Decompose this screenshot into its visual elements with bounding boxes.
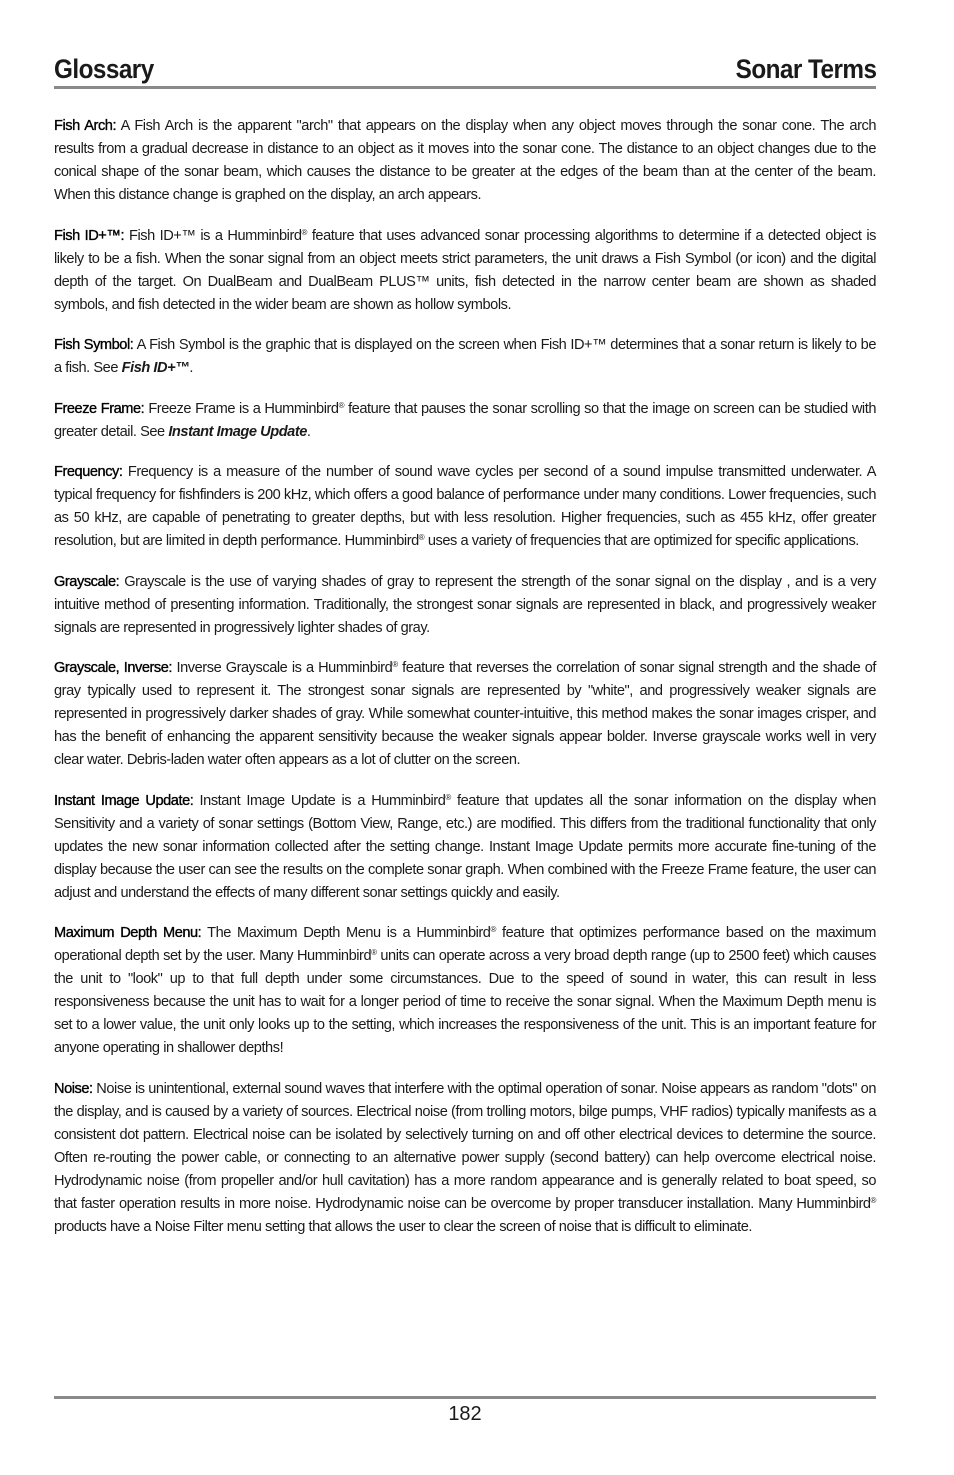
glossary-definition: Noise is unintentional, external sound waves that interfere with the optimal operation of sonar. Noise appears as random "dots" on the display, and is caused by a variety of sources. Electrical noise (from trolling motors, bilge pumps, VHF radios) typically manifests as a consistent dot pattern. Electrical noise can be isolated by selectively turning on and off other electrical devices to determine the source. Often re-routing the power cable, or connecting to an alternative power supply (second battery) can help overcome electrical noise. Hydrodynamic noise (from propeller and/or hull cavitation) has a more random appearance and is generally related to boat speed, so that faster operation results in more noise. Hydrodynamic noise can be overcome by proper transducer installation. Many Humminbird	[54, 1080, 876, 1212]
glossary-definition: Fish ID+™ is a Humminbird	[124, 227, 302, 244]
sentence-end: .	[189, 360, 193, 376]
glossary-definition: A Fish Symbol is the graphic that is displayed on the screen when Fish ID+™ determines that a sonar return is likely to be a fish. See	[54, 337, 876, 376]
glossary-term: Fish Symbol:	[54, 337, 134, 353]
registered-mark: ®	[445, 792, 451, 802]
registered-mark: ®	[490, 925, 496, 934]
glossary-definition: Frequency is a measure of the number of sound wave cycles per second of a sound impulse transmitted underwater. A typical frequency for fishfinders is 200 kHz, which offers a good balance of performance under many conditions. Lower frequencies, such as 50 kHz, are capable of penetrating to greater depths, but with less resolution. Higher frequencies, such as 455 kHz, offer greater resolution, but are limited in depth performance. Humminbird	[54, 464, 876, 549]
glossary-definition-cont: feature that pauses the sonar scrolling so that the image on screen can be studied with greater detail. See	[54, 400, 876, 440]
glossary-definition: Grayscale is the use of varying shades of gray to represent the strength of the sonar signal on the display , and is a very intuitive method of presenting information. Traditionally, the strongest sonar signals are represented in black, and progressively weaker signals are represented in progressively lighter shades of gray.	[54, 573, 876, 636]
glossary-term: Grayscale:	[54, 573, 120, 590]
glossary-definition-cont: units can operate across a very broad depth range (up to 2500 feet) which causes the unit to "look" up to that full depth under some circumstances. Due to the speed of sound in water, this can result in less responsiveness because the unit has to wait for a longer period of time to receive the sonar signal. When the Maximum Depth menu is set to a lower value, the unit only looks up to the setting, which increases the responsiveness of the unit. This is an important feature for anyone operating in shallower depths!	[54, 948, 876, 1056]
page-number: 182	[448, 1403, 482, 1425]
glossary-definition-cont: feature that optimizes performance based on the maximum operational depth set by the user. Many Humminbird	[54, 925, 876, 964]
glossary-entry-fish-id	[54, 225, 876, 317]
cross-reference-link[interactable]: Fish ID+™	[121, 360, 190, 376]
registered-mark: ®	[371, 948, 377, 957]
glossary-entry-maximum-depth-menu	[54, 922, 876, 1060]
glossary-term: Frequency:	[54, 464, 123, 480]
registered-mark: ®	[301, 227, 307, 237]
chapter-title: Sonar Terms	[735, 54, 876, 84]
glossary-definition: Freeze Frame is a Humminbird	[144, 400, 339, 417]
glossary-term: Grayscale, Inverse:	[54, 660, 173, 676]
glossary-body	[54, 115, 876, 1256]
glossary-entry-fish-symbol	[54, 334, 876, 380]
glossary-definition-cont: feature that reverses the correlation of sonar signal strength and the shade of gray typically used to represent it. The strongest sonar signals are represented by "white", and progressively weaker signals are represented in progressively darker shades of gray. While somewhat counter-intuitive, this method makes the sonar images crisper, and has the benefit of enhancing the apparent sensitivity because the weaker signals appear bolder. Inverse grayscale works well in very clear water. Debris-laden water often appears as a lot of clutter on the screen.	[54, 660, 877, 768]
registered-mark: ®	[418, 533, 425, 542]
footer-rule	[54, 1396, 876, 1399]
glossary-term: Fish Arch:	[54, 118, 117, 134]
header-rule	[54, 86, 876, 89]
glossary-definition-cont: feature that updates all the sonar information on the display when Sensitivity and a variety of sonar settings (Bottom View, Range, etc.) are modified. This differs from the traditional functionality that only updates the new sonar information collected after the setting change. Instant Image Update permits more accurate fine-tuning of the display because the user can see the results on the complete sonar graph. When combined with the Freeze Frame feature, the user can adjust and understand the effects of many different sonar settings quickly and easily.	[54, 792, 876, 901]
glossary-entry-instant-image-update	[54, 790, 876, 905]
glossary-entry-frequency	[54, 461, 876, 553]
page-header	[54, 46, 876, 86]
glossary-entry-noise	[54, 1078, 876, 1239]
glossary-term: Freeze Frame:	[54, 400, 145, 417]
glossary-entry-fish-arch	[54, 115, 876, 207]
cross-reference-link[interactable]: Instant Image Update	[168, 423, 307, 440]
registered-mark: ®	[870, 1195, 876, 1205]
glossary-entry-freeze-frame	[54, 398, 876, 444]
glossary-term: Fish ID+™:	[54, 227, 125, 244]
glossary-entry-grayscale	[54, 571, 876, 640]
glossary-term: Maximum Depth Menu:	[54, 925, 202, 941]
glossary-entry-grayscale-inverse	[54, 657, 876, 772]
glossary-definition: A Fish Arch is the apparent "arch" that appears on the display when any object moves through the sonar cone. The arch results from a gradual decrease in distance to an object as it moves into the sonar cone. The distance to an object changes due to the conical shape of the sonar beam, which causes the distance to be greater at the edges of the beam than at the center of the beam. When this distance change is graphed on the display, an arch appears.	[54, 118, 876, 203]
glossary-term: Noise:	[54, 1080, 93, 1097]
glossary-definition: Instant Image Update is a Humminbird	[193, 792, 446, 809]
glossary-definition: Inverse Grayscale is a Humminbird	[172, 660, 393, 676]
glossary-definition-cont: uses a variety of frequencies that are optimized for specific applications.	[424, 533, 859, 549]
glossary-term: Instant Image Update:	[54, 792, 194, 809]
registered-mark: ®	[392, 660, 398, 669]
sentence-end: .	[306, 423, 311, 440]
section-title: Glossary	[54, 54, 154, 84]
registered-mark: ®	[338, 400, 345, 410]
glossary-definition-cont: products have a Noise Filter menu setting that allows the user to clear the screen of noise that is difficult to eliminate.	[54, 1218, 752, 1235]
glossary-definition-cont: feature that uses advanced sonar processing algorithms to determine if a detected object is likely to be a fish. When the sonar signal from an object meets strict parameters, the unit draws a Fish Symbol (or icon) and the digital depth of the target. On DualBeam and DualBeam PLUS™ units, fish detected in the narrow center beam are shown as shaded symbols, and fish detected in the wider beam are shown as hollow symbols.	[54, 227, 877, 313]
glossary-definition: The Maximum Depth Menu is a Humminbird	[201, 925, 491, 941]
